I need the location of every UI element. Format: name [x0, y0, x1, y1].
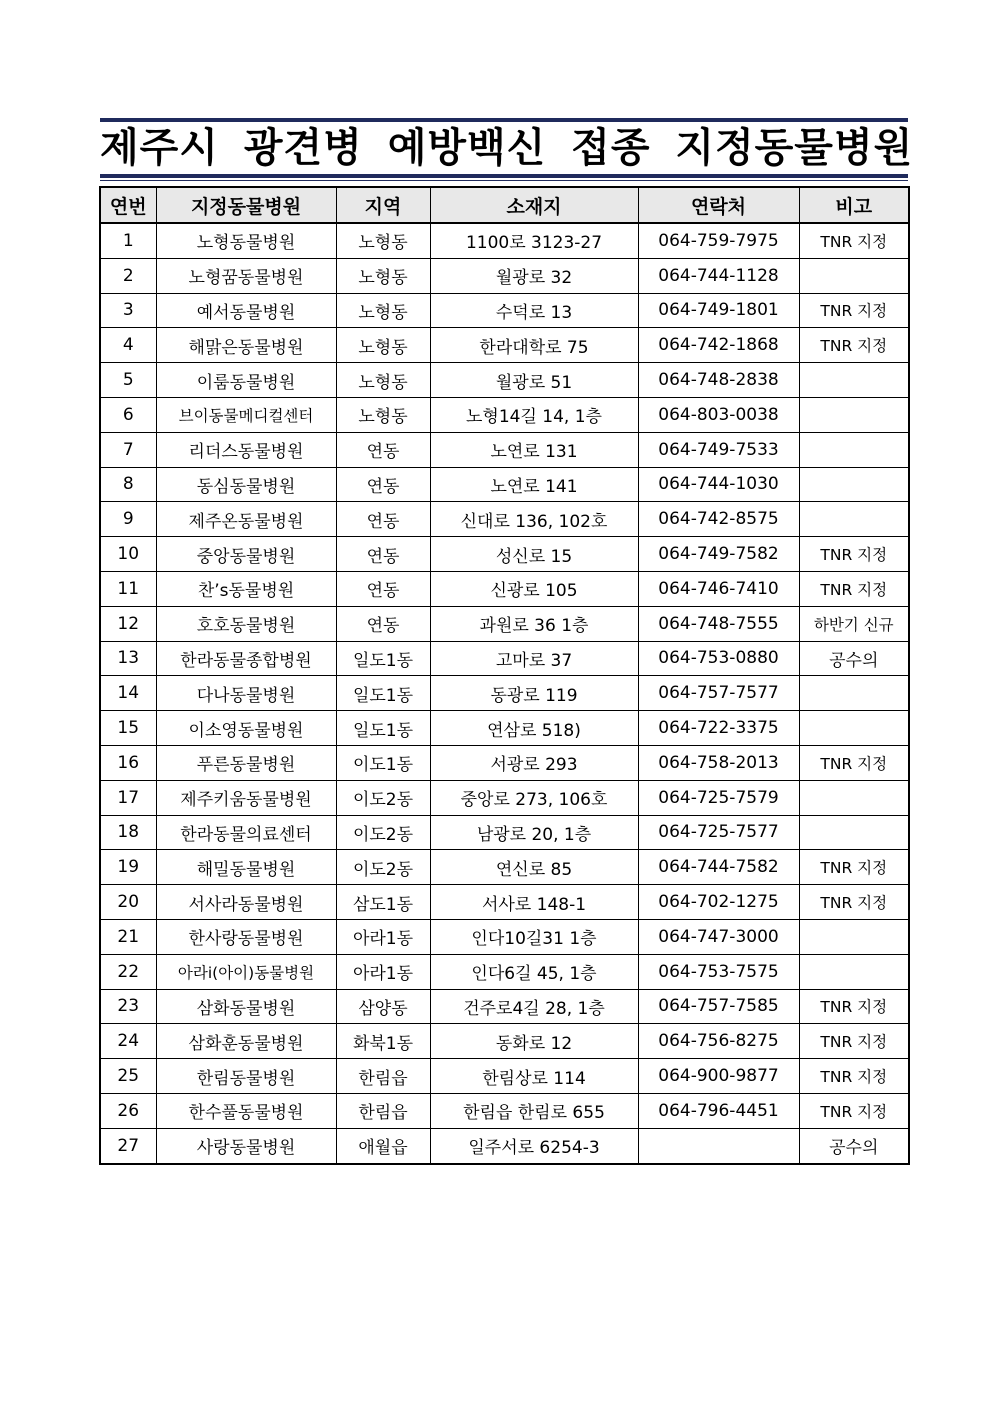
cell-hospital: 한라동물의료센터	[156, 815, 336, 850]
cell-contact: 064-758-2013	[638, 745, 799, 780]
cell-note	[799, 711, 909, 746]
cell-number: 1	[100, 223, 156, 258]
cell-region: 노형동	[336, 328, 430, 363]
table-row	[100, 989, 909, 1024]
table-row	[100, 606, 909, 641]
table-row	[100, 258, 909, 293]
cell-region: 연동	[336, 606, 430, 641]
cell-hospital: 해맑은동물병원	[156, 328, 336, 363]
cell-hospital: 호호동물병원	[156, 606, 336, 641]
table-row	[100, 676, 909, 711]
cell-contact: 064-749-7533	[638, 432, 799, 467]
cell-contact: 064-749-7582	[638, 537, 799, 572]
cell-note: TNR 지정	[799, 1024, 909, 1059]
hospital-table	[99, 186, 910, 1165]
cell-number: 13	[100, 641, 156, 676]
cell-region: 애월읍	[336, 1128, 430, 1163]
cell-contact: 064-749-1801	[638, 293, 799, 328]
cell-note: TNR 지정	[799, 885, 909, 920]
cell-contact: 064-747-3000	[638, 919, 799, 954]
cell-address: 신광로 105	[430, 571, 638, 606]
cell-number: 14	[100, 676, 156, 711]
cell-hospital: 중앙동물병원	[156, 537, 336, 572]
cell-contact: 064-725-7579	[638, 780, 799, 815]
cell-contact: 064-756-8275	[638, 1024, 799, 1059]
cell-region: 일도1동	[336, 711, 430, 746]
cell-region: 일도1동	[336, 676, 430, 711]
table-row	[100, 1059, 909, 1094]
cell-hospital: 삼화동물병원	[156, 989, 336, 1024]
cell-hospital: 한림동물병원	[156, 1059, 336, 1094]
cell-region: 이도1동	[336, 745, 430, 780]
cell-hospital: 제주온동물병원	[156, 502, 336, 537]
cell-contact: 064-702-1275	[638, 885, 799, 920]
cell-region: 노형동	[336, 363, 430, 398]
cell-region: 노형동	[336, 258, 430, 293]
cell-contact: 064-803-0038	[638, 397, 799, 432]
table-row	[100, 223, 909, 258]
cell-address: 고마로 37	[430, 641, 638, 676]
cell-address: 노연로 141	[430, 467, 638, 502]
cell-address: 월광로 32	[430, 258, 638, 293]
cell-hospital: 제주키움동물병원	[156, 780, 336, 815]
cell-contact: 064-759-7975	[638, 223, 799, 258]
title-block	[100, 118, 914, 181]
cell-hospital: 리더스동물병원	[156, 432, 336, 467]
cell-note	[799, 954, 909, 989]
cell-address: 인다10길31 1층	[430, 919, 638, 954]
cell-number: 21	[100, 919, 156, 954]
cell-note: TNR 지정	[799, 328, 909, 363]
cell-contact: 064-900-9877	[638, 1059, 799, 1094]
cell-region: 한림읍	[336, 1059, 430, 1094]
cell-region: 노형동	[336, 223, 430, 258]
header-address: 소재지	[430, 187, 638, 223]
table-row	[100, 780, 909, 815]
table-row	[100, 432, 909, 467]
cell-contact: 064-748-2838	[638, 363, 799, 398]
cell-contact: 064-748-7555	[638, 606, 799, 641]
table-row	[100, 745, 909, 780]
cell-note	[799, 397, 909, 432]
cell-region: 일도1동	[336, 641, 430, 676]
table-row	[100, 1024, 909, 1059]
cell-contact: 064-753-7575	[638, 954, 799, 989]
cell-note: TNR 지정	[799, 745, 909, 780]
table-header-row	[100, 187, 909, 223]
cell-contact	[638, 1128, 799, 1163]
table-row	[100, 1128, 909, 1163]
cell-contact: 064-722-3375	[638, 711, 799, 746]
cell-hospital: 해밀동물병원	[156, 850, 336, 885]
cell-note	[799, 676, 909, 711]
cell-address: 동화로 12	[430, 1024, 638, 1059]
cell-region: 연동	[336, 467, 430, 502]
cell-contact: 064-746-7410	[638, 571, 799, 606]
cell-number: 22	[100, 954, 156, 989]
cell-address: 성신로 15	[430, 537, 638, 572]
cell-note	[799, 919, 909, 954]
cell-hospital: 아라i(아이)동물병원	[156, 954, 336, 989]
cell-hospital: 사랑동물병원	[156, 1128, 336, 1163]
cell-region: 이도2동	[336, 850, 430, 885]
cell-region: 연동	[336, 502, 430, 537]
cell-region: 한림읍	[336, 1093, 430, 1128]
cell-note: 하반기 신규	[799, 606, 909, 641]
cell-region: 노형동	[336, 293, 430, 328]
cell-number: 4	[100, 328, 156, 363]
cell-contact: 064-744-1030	[638, 467, 799, 502]
cell-address: 노형14길 14, 1층	[430, 397, 638, 432]
cell-address: 과원로 36 1층	[430, 606, 638, 641]
page-title: 제주시 광견병 예방백신 접종 지정동물병원	[100, 125, 914, 171]
cell-address: 한림읍 한림로 655	[430, 1093, 638, 1128]
header-note: 비고	[799, 187, 909, 223]
table-row	[100, 919, 909, 954]
header-region: 지역	[336, 187, 430, 223]
cell-note: TNR 지정	[799, 1059, 909, 1094]
cell-hospital: 노형동물병원	[156, 223, 336, 258]
table-row	[100, 293, 909, 328]
table-row	[100, 954, 909, 989]
cell-note: TNR 지정	[799, 989, 909, 1024]
cell-region: 아라1동	[336, 954, 430, 989]
cell-number: 2	[100, 258, 156, 293]
cell-number: 15	[100, 711, 156, 746]
cell-hospital: 한사랑동물병원	[156, 919, 336, 954]
cell-note: TNR 지정	[799, 571, 909, 606]
cell-hospital: 찬’s동물병원	[156, 571, 336, 606]
table-row	[100, 397, 909, 432]
cell-address: 연신로 85	[430, 850, 638, 885]
cell-address: 서광로 293	[430, 745, 638, 780]
cell-address: 한라대학로 75	[430, 328, 638, 363]
cell-note	[799, 467, 909, 502]
cell-number: 6	[100, 397, 156, 432]
cell-region: 아라1동	[336, 919, 430, 954]
cell-number: 10	[100, 537, 156, 572]
cell-address: 월광로 51	[430, 363, 638, 398]
cell-note	[799, 258, 909, 293]
table-row	[100, 502, 909, 537]
cell-number: 7	[100, 432, 156, 467]
cell-number: 11	[100, 571, 156, 606]
cell-note	[799, 502, 909, 537]
cell-address: 연삼로 518)	[430, 711, 638, 746]
cell-contact: 064-753-0880	[638, 641, 799, 676]
cell-number: 18	[100, 815, 156, 850]
cell-address: 1100로 3123-27	[430, 223, 638, 258]
table-row	[100, 815, 909, 850]
cell-address: 동광로 119	[430, 676, 638, 711]
title-bottom-rule	[100, 174, 908, 178]
cell-note: 공수의	[799, 1128, 909, 1163]
table-body	[100, 223, 909, 1164]
header-number: 연번	[100, 187, 156, 223]
cell-hospital: 푸른동물병원	[156, 745, 336, 780]
cell-number: 26	[100, 1093, 156, 1128]
cell-hospital: 이소영동물병원	[156, 711, 336, 746]
table-row	[100, 537, 909, 572]
cell-address: 건주로4길 28, 1층	[430, 989, 638, 1024]
cell-number: 3	[100, 293, 156, 328]
table-row	[100, 571, 909, 606]
cell-region: 삼양동	[336, 989, 430, 1024]
cell-region: 화북1동	[336, 1024, 430, 1059]
cell-hospital: 다나동물병원	[156, 676, 336, 711]
cell-hospital: 동심동물병원	[156, 467, 336, 502]
cell-hospital: 이룸동물병원	[156, 363, 336, 398]
cell-hospital: 한수풀동물병원	[156, 1093, 336, 1128]
cell-note: TNR 지정	[799, 293, 909, 328]
cell-hospital: 브이동물메디컬센터	[156, 397, 336, 432]
title-bottom-thin-rule	[100, 180, 908, 181]
cell-address: 노연로 131	[430, 432, 638, 467]
cell-contact: 064-744-7582	[638, 850, 799, 885]
cell-number: 24	[100, 1024, 156, 1059]
table-row	[100, 467, 909, 502]
cell-contact: 064-742-8575	[638, 502, 799, 537]
cell-address: 인다6길 45, 1층	[430, 954, 638, 989]
cell-region: 연동	[336, 432, 430, 467]
cell-number: 27	[100, 1128, 156, 1163]
cell-note: TNR 지정	[799, 850, 909, 885]
cell-region: 연동	[336, 537, 430, 572]
cell-note	[799, 815, 909, 850]
cell-number: 16	[100, 745, 156, 780]
cell-note: TNR 지정	[799, 537, 909, 572]
cell-address: 중앙로 273, 106호	[430, 780, 638, 815]
cell-note: 공수의	[799, 641, 909, 676]
header-hospital: 지정동물병원	[156, 187, 336, 223]
cell-number: 17	[100, 780, 156, 815]
cell-note: TNR 지정	[799, 1093, 909, 1128]
cell-hospital: 삼화훈동물병원	[156, 1024, 336, 1059]
cell-note	[799, 432, 909, 467]
cell-number: 23	[100, 989, 156, 1024]
cell-note: TNR 지정	[799, 223, 909, 258]
cell-contact: 064-757-7577	[638, 676, 799, 711]
cell-hospital: 한라동물종합병원	[156, 641, 336, 676]
header-contact: 연락처	[638, 187, 799, 223]
cell-number: 5	[100, 363, 156, 398]
cell-number: 9	[100, 502, 156, 537]
cell-hospital: 서사라동물병원	[156, 885, 336, 920]
cell-address: 수덕로 13	[430, 293, 638, 328]
cell-address: 남광로 20, 1층	[430, 815, 638, 850]
table-row	[100, 1093, 909, 1128]
cell-address: 일주서로 6254-3	[430, 1128, 638, 1163]
cell-note	[799, 363, 909, 398]
table-row	[100, 363, 909, 398]
cell-address: 한림상로 114	[430, 1059, 638, 1094]
cell-region: 이도2동	[336, 815, 430, 850]
table-row	[100, 711, 909, 746]
table-row	[100, 850, 909, 885]
cell-contact: 064-796-4451	[638, 1093, 799, 1128]
cell-region: 연동	[336, 571, 430, 606]
cell-number: 25	[100, 1059, 156, 1094]
cell-hospital: 예서동물병원	[156, 293, 336, 328]
cell-region: 노형동	[336, 397, 430, 432]
cell-address: 신대로 136, 102호	[430, 502, 638, 537]
table-row	[100, 641, 909, 676]
cell-region: 삼도1동	[336, 885, 430, 920]
cell-contact: 064-744-1128	[638, 258, 799, 293]
cell-address: 서사로 148-1	[430, 885, 638, 920]
cell-number: 20	[100, 885, 156, 920]
cell-note	[799, 780, 909, 815]
table-row	[100, 885, 909, 920]
cell-number: 8	[100, 467, 156, 502]
cell-hospital: 노형꿈동물병원	[156, 258, 336, 293]
table-row	[100, 328, 909, 363]
cell-region: 이도2동	[336, 780, 430, 815]
cell-contact: 064-725-7577	[638, 815, 799, 850]
cell-contact: 064-757-7585	[638, 989, 799, 1024]
cell-number: 12	[100, 606, 156, 641]
cell-contact: 064-742-1868	[638, 328, 799, 363]
cell-number: 19	[100, 850, 156, 885]
